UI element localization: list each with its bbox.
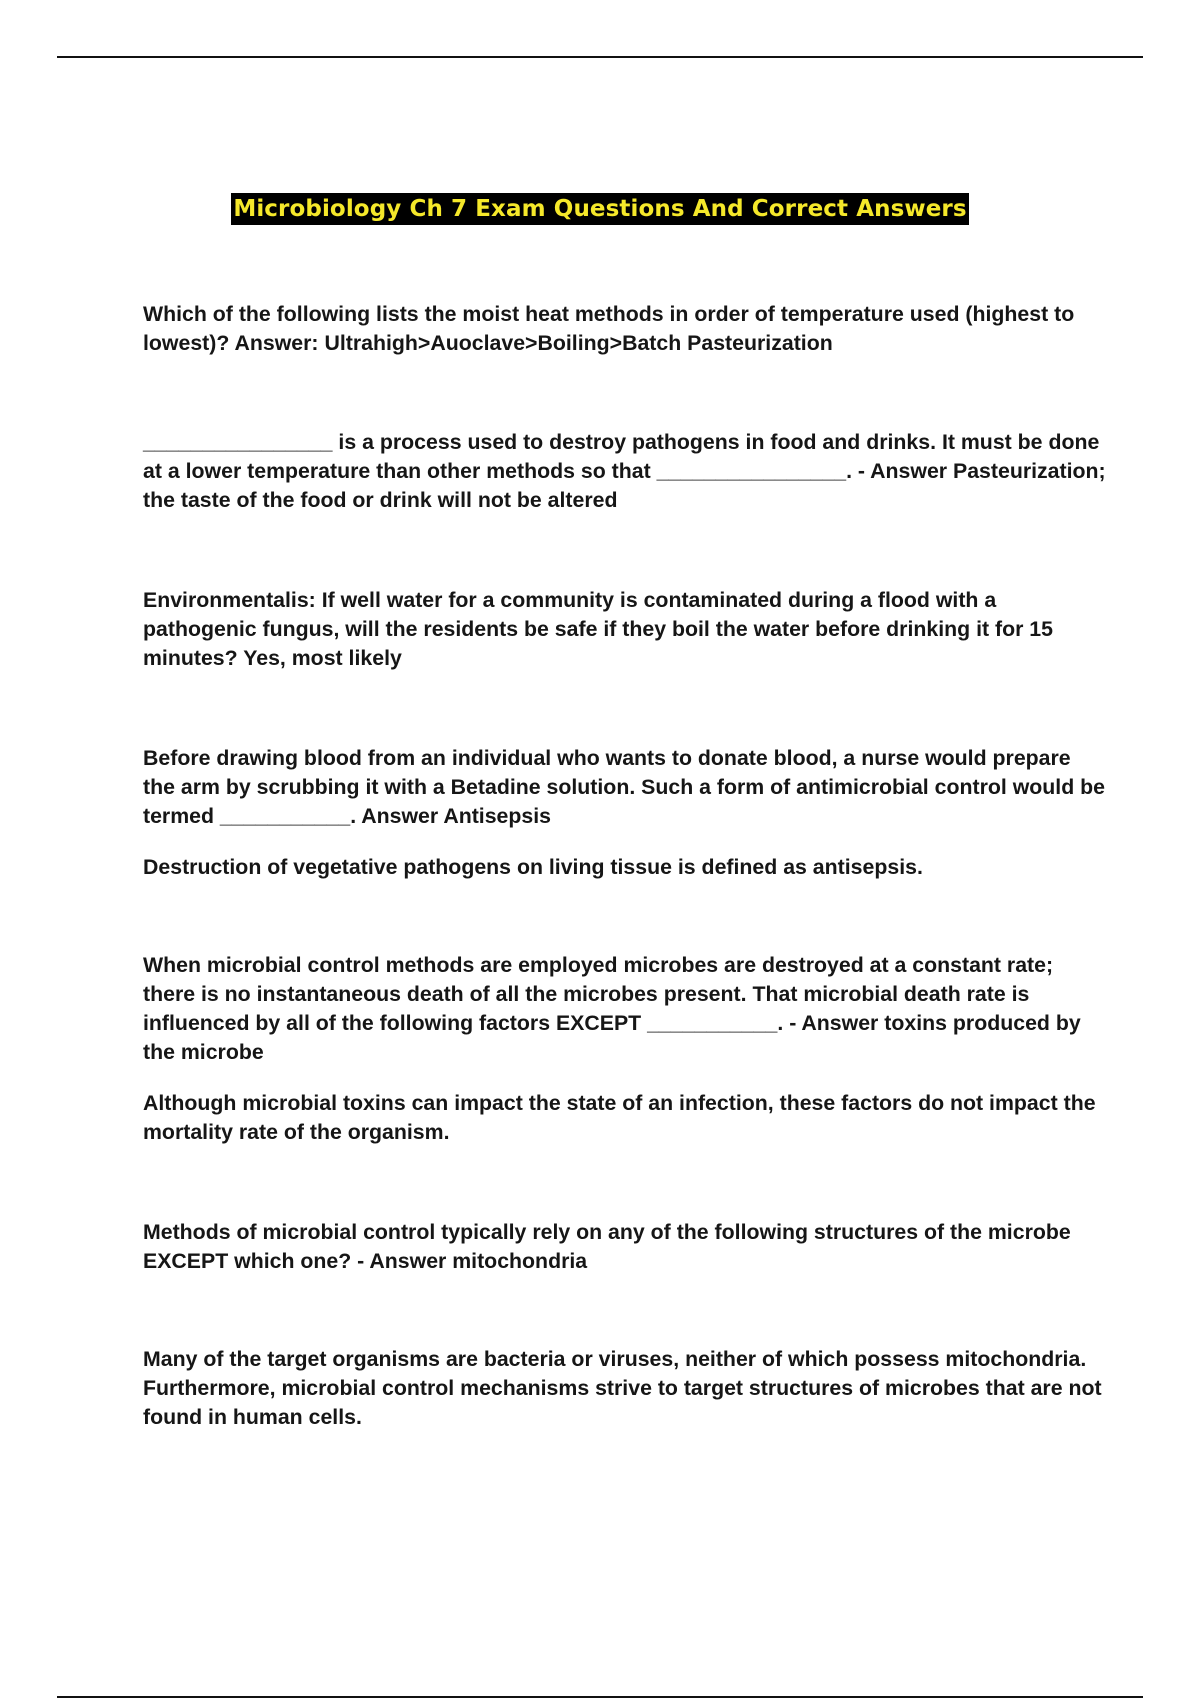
question-paragraph-5: When microbial control methods are employed microbes are destroyed at a constant rate; there is no instantaneous death of all the microbes present. That microbial death rate is influenced by all of the following factors EXCEPT ___________. - Answer toxins produced by the microbe (143, 953, 1081, 1064)
top-rule (57, 56, 1143, 58)
bottom-rule (57, 1696, 1143, 1698)
explanation-paragraph-4: Destruction of vegetative pathogens on living tissue is defined as antisepsis. (143, 855, 923, 879)
question-paragraph-3: Environmentalis: If well water for a community is contaminated during a flood with a pathogenic fungus, will the residents be safe if they boil the water before drinking it for 15 minutes? Yes, most likely (143, 588, 1053, 670)
explanation-paragraph-6: Many of the target organisms are bacteria or viruses, neither of which possess mitochondria. Furthermore, microbial control mechanisms strive to target structures of microbes that are not found in human cells. (143, 1347, 1102, 1429)
question-paragraph-6: Methods of microbial control typically rely on any of the following structures of the microbe EXCEPT which one? - Answer mitochondria (143, 1220, 1071, 1273)
question-paragraph-2: ________________ is a process used to destroy pathogens in food and drinks. It must be done at a lower temperature than other methods so that ________________. - Answer Pasteurization; the taste of the food or drink will not be altered (143, 430, 1106, 512)
title-container (0, 193, 1200, 225)
page-title: Microbiology Ch 7 Exam Questions And Correct Answers (231, 193, 968, 225)
question-paragraph-4: Before drawing blood from an individual who wants to donate blood, a nurse would prepare the arm by scrubbing it with a Betadine solution. Such a form of antimicrobial control would be termed ___________. Answer Antisepsis (143, 746, 1105, 828)
explanation-paragraph-5: Although microbial toxins can impact the state of an infection, these factors do not impact the mortality rate of the organism. (143, 1091, 1096, 1144)
question-paragraph-1: Which of the following lists the moist heat methods in order of temperature used (highest to lowest)? Answer: Ultrahigh>Auoclave>Boiling>Batch Pasteurization (143, 302, 1075, 355)
